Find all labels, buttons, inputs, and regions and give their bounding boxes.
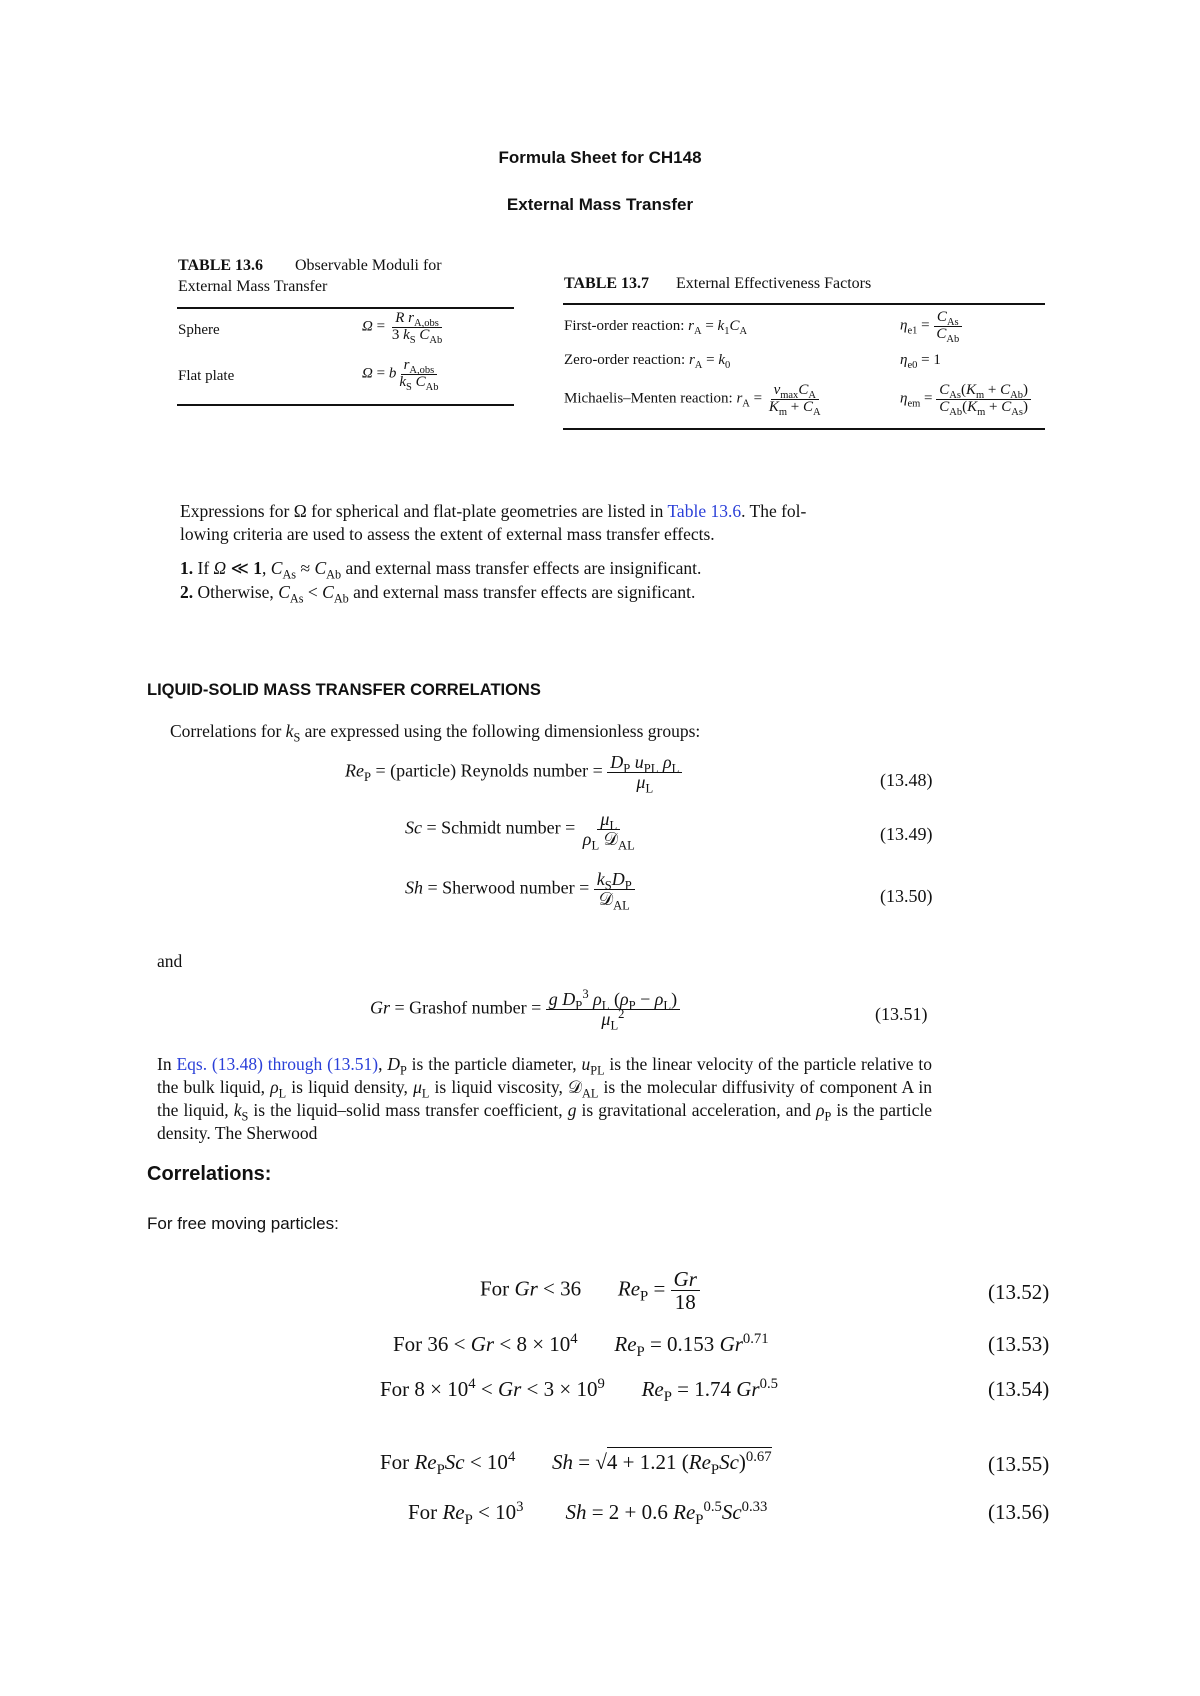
correlation-13-56: For $Re_P < 10^3$ Sh = 2 + 0.6 $Re_P^{0.5}Sc^{0.33}$: [408, 1499, 768, 1529]
zero-order-reaction: Zero-order reaction: $r_A = k_0$: [564, 352, 731, 371]
criteria-intro: Expressions for Ω for spherical and flat-plate geometries are listed in Table 13.6. The fol- lowing criteria are used to assess the extent of external mass transfer effects.: [180, 501, 807, 544]
page-subtitle: External Mass Transfer: [506, 195, 694, 214]
eq-label-13-50: (13.50): [880, 886, 933, 906]
table-13-6-caption-1: Observable Moduli for: [295, 257, 442, 274]
grashof-equation: Gr = Grashof number = $\frac{g D_P^3 \rho_L (\rho_P - \rho_L)}{\mu_L^2}$: [370, 990, 680, 1029]
table-13-6-row-sphere: Sphere: [178, 322, 220, 338]
definitions-paragraph: In Eqs. (13.48) through (13.51), $D_P$ is the particle diameter, $u_{PL}$ is the linear velocity of the particle relative to the bulk liquid, $\rho_L$ is liquid density, $\mu_L$ is liquid viscosity, 𝒟$_{AL}$ is the molecular diffusivity of component A in the liquid, $k_S$ is the liquid–solid mass transfer coefficient, g is gravitational acceleration, and $\rho_P$ is the particle density. The Sherwood: [157, 1054, 932, 1143]
michaelis-menten-reaction: Michaelis–Menten reaction: $r_A$ = $\frac{v_{max}C_A}{K_m + C_A}$: [564, 382, 821, 418]
table-13-6-bottom-rule: [177, 404, 514, 406]
table-13-7-caption: External Effectiveness Factors: [676, 275, 872, 292]
first-order-effectiveness: $\eta_{e1}$ = $\frac{C_{As}}{C_{Ab}}$: [900, 310, 962, 343]
table-13-6-caption-2: External Mass Transfer: [178, 278, 328, 295]
schmidt-equation: Sc = Schmidt number = $\frac{\mu_L}{\rho_L 𝒟_{AL}}$: [405, 809, 635, 853]
table-13-7-label: TABLE 13.7: [564, 275, 650, 292]
eq-label-13-55: (13.55): [988, 1452, 1050, 1476]
table-13-7-bottom-rule: [563, 428, 1045, 430]
free-moving-particles-label: For free moving particles:: [147, 1214, 339, 1233]
table-13-6-link[interactable]: Table 13.6: [667, 501, 742, 521]
table-13-7-top-rule: [563, 303, 1045, 305]
eq-label-13-56: (13.56): [988, 1500, 1050, 1524]
correlations-heading: Correlations:: [147, 1163, 272, 1185]
formula-source-text: [0, 0, 1, 1]
michaelis-menten-effectiveness: $\eta_{em}$ = $\frac{C_{As}(K_m + C_{Ab})}{C_{Ab}(K_m + C_{As})}$: [900, 383, 1031, 416]
eqs-13-48-13-51-link[interactable]: Eqs. (13.48) through (13.51): [176, 1054, 379, 1074]
table-13-6-top-rule: [177, 307, 514, 309]
sherwood-equation: Sh = Sherwood number = $\frac{k_SD_P}{𝒟_{AL}}$: [405, 870, 635, 909]
table-13-6-row-flat-plate: Flat plate: [178, 368, 235, 384]
and-word: and: [157, 951, 183, 971]
liquid-solid-heading: LIQUID‑SOLID MASS TRANSFER CORRELATIONS: [147, 681, 541, 699]
criteria-item-2: 2. Otherwise, $C_{As} < C_{Ab}$ and external mass transfer effects are significant.: [180, 582, 696, 606]
eq-label-13-49: (13.49): [880, 824, 933, 844]
zero-order-effectiveness: $\eta_{e0} = 1$: [900, 352, 941, 371]
flat-plate-omega-formula: Ω = b $\frac{r_{A,obs}}{k_S C_{Ab}}$: [362, 357, 439, 393]
correlation-13-53: For $36 < Gr < 8 \times 10^4$ $Re_P = 0.153$ $Gr^{0.71}$: [393, 1331, 769, 1361]
dimensionless-groups-intro: Correlations for $k_S$ are expressed using the following dimensionless groups:: [170, 721, 701, 745]
first-order-reaction: First-order reaction: $r_A = k_1C_A$: [564, 318, 748, 337]
page-title: Formula Sheet for CH148: [498, 148, 702, 167]
criteria-item-1: 1. If Ω ≪ 1, $C_{As} \approx C_{Ab}$ and external mass transfer effects are insignificant.: [180, 558, 702, 582]
correlation-13-54: For $8 \times 10^4 < Gr < 3 \times 10^9$ $Re_P = 1.74$ $Gr^{0.5}$: [380, 1376, 778, 1406]
eq-label-13-48: (13.48): [880, 770, 933, 790]
eq-label-13-52: (13.52): [988, 1280, 1050, 1304]
correlation-13-55: For $Re_PSc < 10^4$ Sh = √4 + 1.21 $(Re_PSc)^{0.67}$: [380, 1449, 772, 1479]
eq-label-13-51: (13.51): [875, 1004, 928, 1024]
eq-label-13-54: (13.54): [988, 1377, 1050, 1401]
table-13-6-label: TABLE 13.6: [178, 257, 264, 274]
reynolds-equation: $Re_P$ = (particle) Reynolds number = $\frac{D_P u_{PL} \rho_L}{\mu_L}$: [345, 753, 682, 792]
eq-label-13-53: (13.53): [988, 1332, 1050, 1356]
correlation-13-52: For Gr < 36 $Re_P$ = $\frac{Gr}{18}$: [480, 1268, 700, 1313]
sphere-omega-formula: Ω = $\frac{R r_{A,obs}}{3 k_S C_{Ab}}$: [362, 310, 443, 346]
